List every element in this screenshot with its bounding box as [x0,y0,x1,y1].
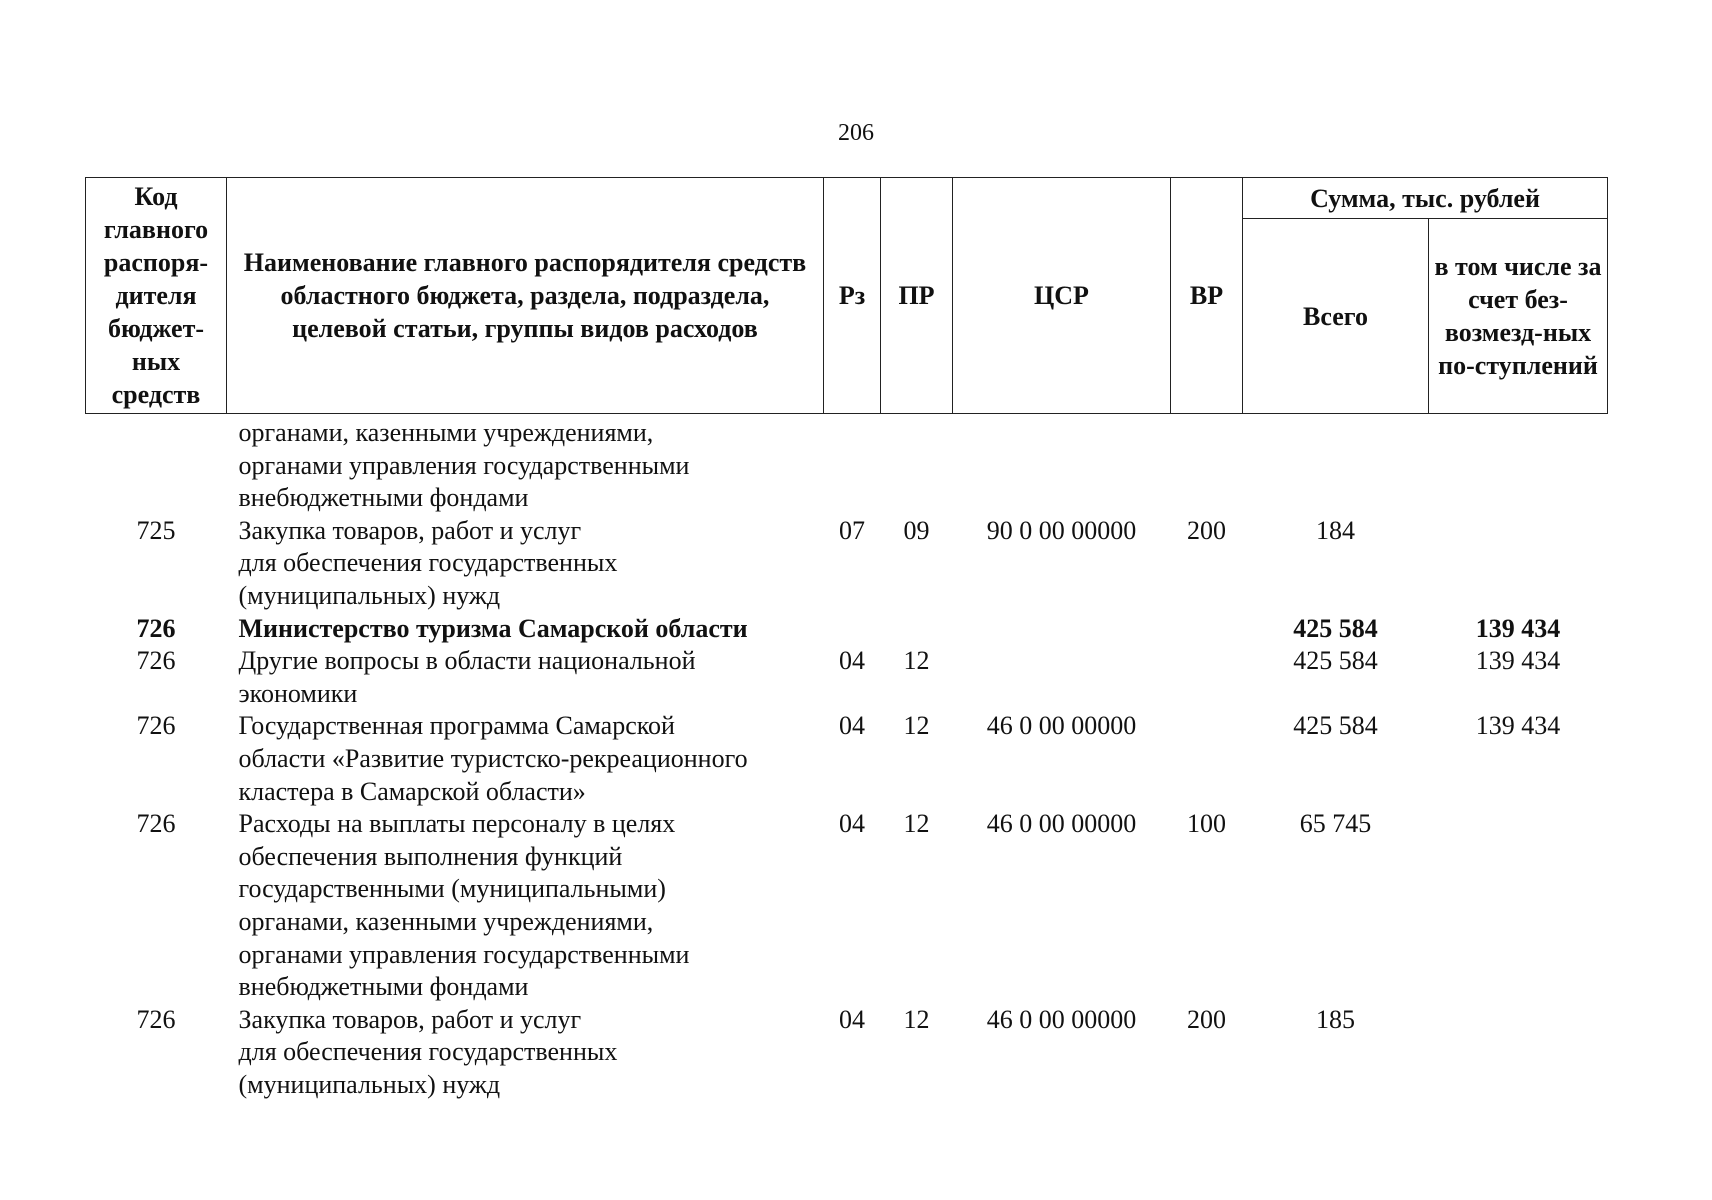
cell-free-receipts: 139 434 [1475,613,1561,643]
cell-rz: 04 [839,1004,865,1034]
cell-code [86,414,227,515]
header-name: Наименование главного распорядителя средств областного бюджета, раздела, подраздела, целевой статьи, группы видов расходов [227,178,824,414]
cell-free-receipts [1429,414,1608,515]
cell-free-receipts [1429,515,1608,613]
cell-rz [824,414,881,515]
table-row [86,1004,1608,1102]
cell-vr: 200 [1187,515,1226,545]
cell-pr: 12 [903,1004,930,1034]
cell-free-receipts: 139 434 [1475,646,1561,676]
cell-vr: 100 [1187,809,1226,839]
cell-csr: 90 0 00 00000 [986,515,1137,545]
table-row [86,645,1608,710]
cell-rz [824,613,881,646]
cell-rz: 04 [839,711,865,741]
cell-total: 65 745 [1299,809,1372,839]
cell-name: Государственная программа Самарской области «Развитие туристско-рекреационного кластера в Самарской области» [238,711,748,806]
cell-name: органами, казенными учреждениями, органами управления государственными внебюджетными фондами [238,418,690,513]
cell-total [1243,414,1429,515]
cell-code: 726 [136,613,176,643]
header-sum-group: Сумма, тыс. рублей [1243,178,1608,219]
header-rz: Рз [824,178,881,414]
cell-name: Расходы на выплаты персоналу в целях обеспечения выполнения функций государственными (муниципальными) органами, казенными учреждениями, органами управления государственными внебюджетными фондами [238,809,690,1002]
cell-total: 184 [1316,515,1355,545]
header-free-receipts: в том числе за счет без-возмезд-ных по-ступлений [1429,219,1608,414]
cell-code: 726 [136,1004,176,1034]
header-csr: ЦСР [953,178,1171,414]
cell-pr [881,414,953,515]
cell-vr: 200 [1187,1004,1226,1034]
table-row [86,613,1608,646]
cell-rz: 04 [839,809,865,839]
cell-csr [953,645,1171,710]
cell-csr [953,414,1171,515]
cell-rz: 07 [839,515,865,545]
table-row [86,515,1608,613]
cell-vr [1171,710,1243,808]
table-header [86,178,1608,414]
cell-pr: 12 [903,646,930,676]
cell-total: 185 [1316,1004,1355,1034]
cell-code: 726 [136,646,176,676]
budget-table [85,177,1608,1101]
page-number: 206 [838,120,874,146]
cell-pr: 12 [903,711,930,741]
header-code: Код главного распоря-дителя бюджет-ных средств [86,178,227,414]
cell-csr: 46 0 00 00000 [986,711,1137,741]
cell-code: 725 [136,515,176,545]
cell-vr [1171,414,1243,515]
table-row [86,414,1608,515]
cell-pr: 12 [903,809,930,839]
cell-code: 726 [136,809,176,839]
cell-pr: 09 [903,515,930,545]
cell-total: 425 584 [1293,613,1378,643]
cell-rz: 04 [839,646,865,676]
table-row [86,710,1608,808]
cell-free-receipts: 139 434 [1475,711,1561,741]
cell-total: 425 584 [1293,646,1378,676]
table-row [86,808,1608,1004]
table-body [86,414,1608,1102]
cell-name: Закупка товаров, работ и услуг для обеспечения государственных (муниципальных) нужд [238,515,618,610]
cell-name: Министерство туризма Самарской области [238,613,748,643]
header-pr: ПР [881,178,953,414]
cell-name: Другие вопросы в области национальной экономики [238,646,696,708]
header-vr: ВР [1171,178,1243,414]
cell-free-receipts [1429,808,1608,1004]
cell-name: Закупка товаров, работ и услуг для обеспечения государственных (муниципальных) нужд [238,1004,618,1099]
cell-free-receipts [1429,1004,1608,1102]
cell-csr: 46 0 00 00000 [986,1004,1137,1034]
cell-vr [1171,613,1243,646]
cell-pr [881,613,953,646]
header-total: Всего [1243,219,1429,414]
cell-code: 726 [136,711,176,741]
cell-total: 425 584 [1293,711,1378,741]
cell-csr: 46 0 00 00000 [986,809,1137,839]
cell-csr [953,613,1171,646]
cell-vr [1171,645,1243,710]
